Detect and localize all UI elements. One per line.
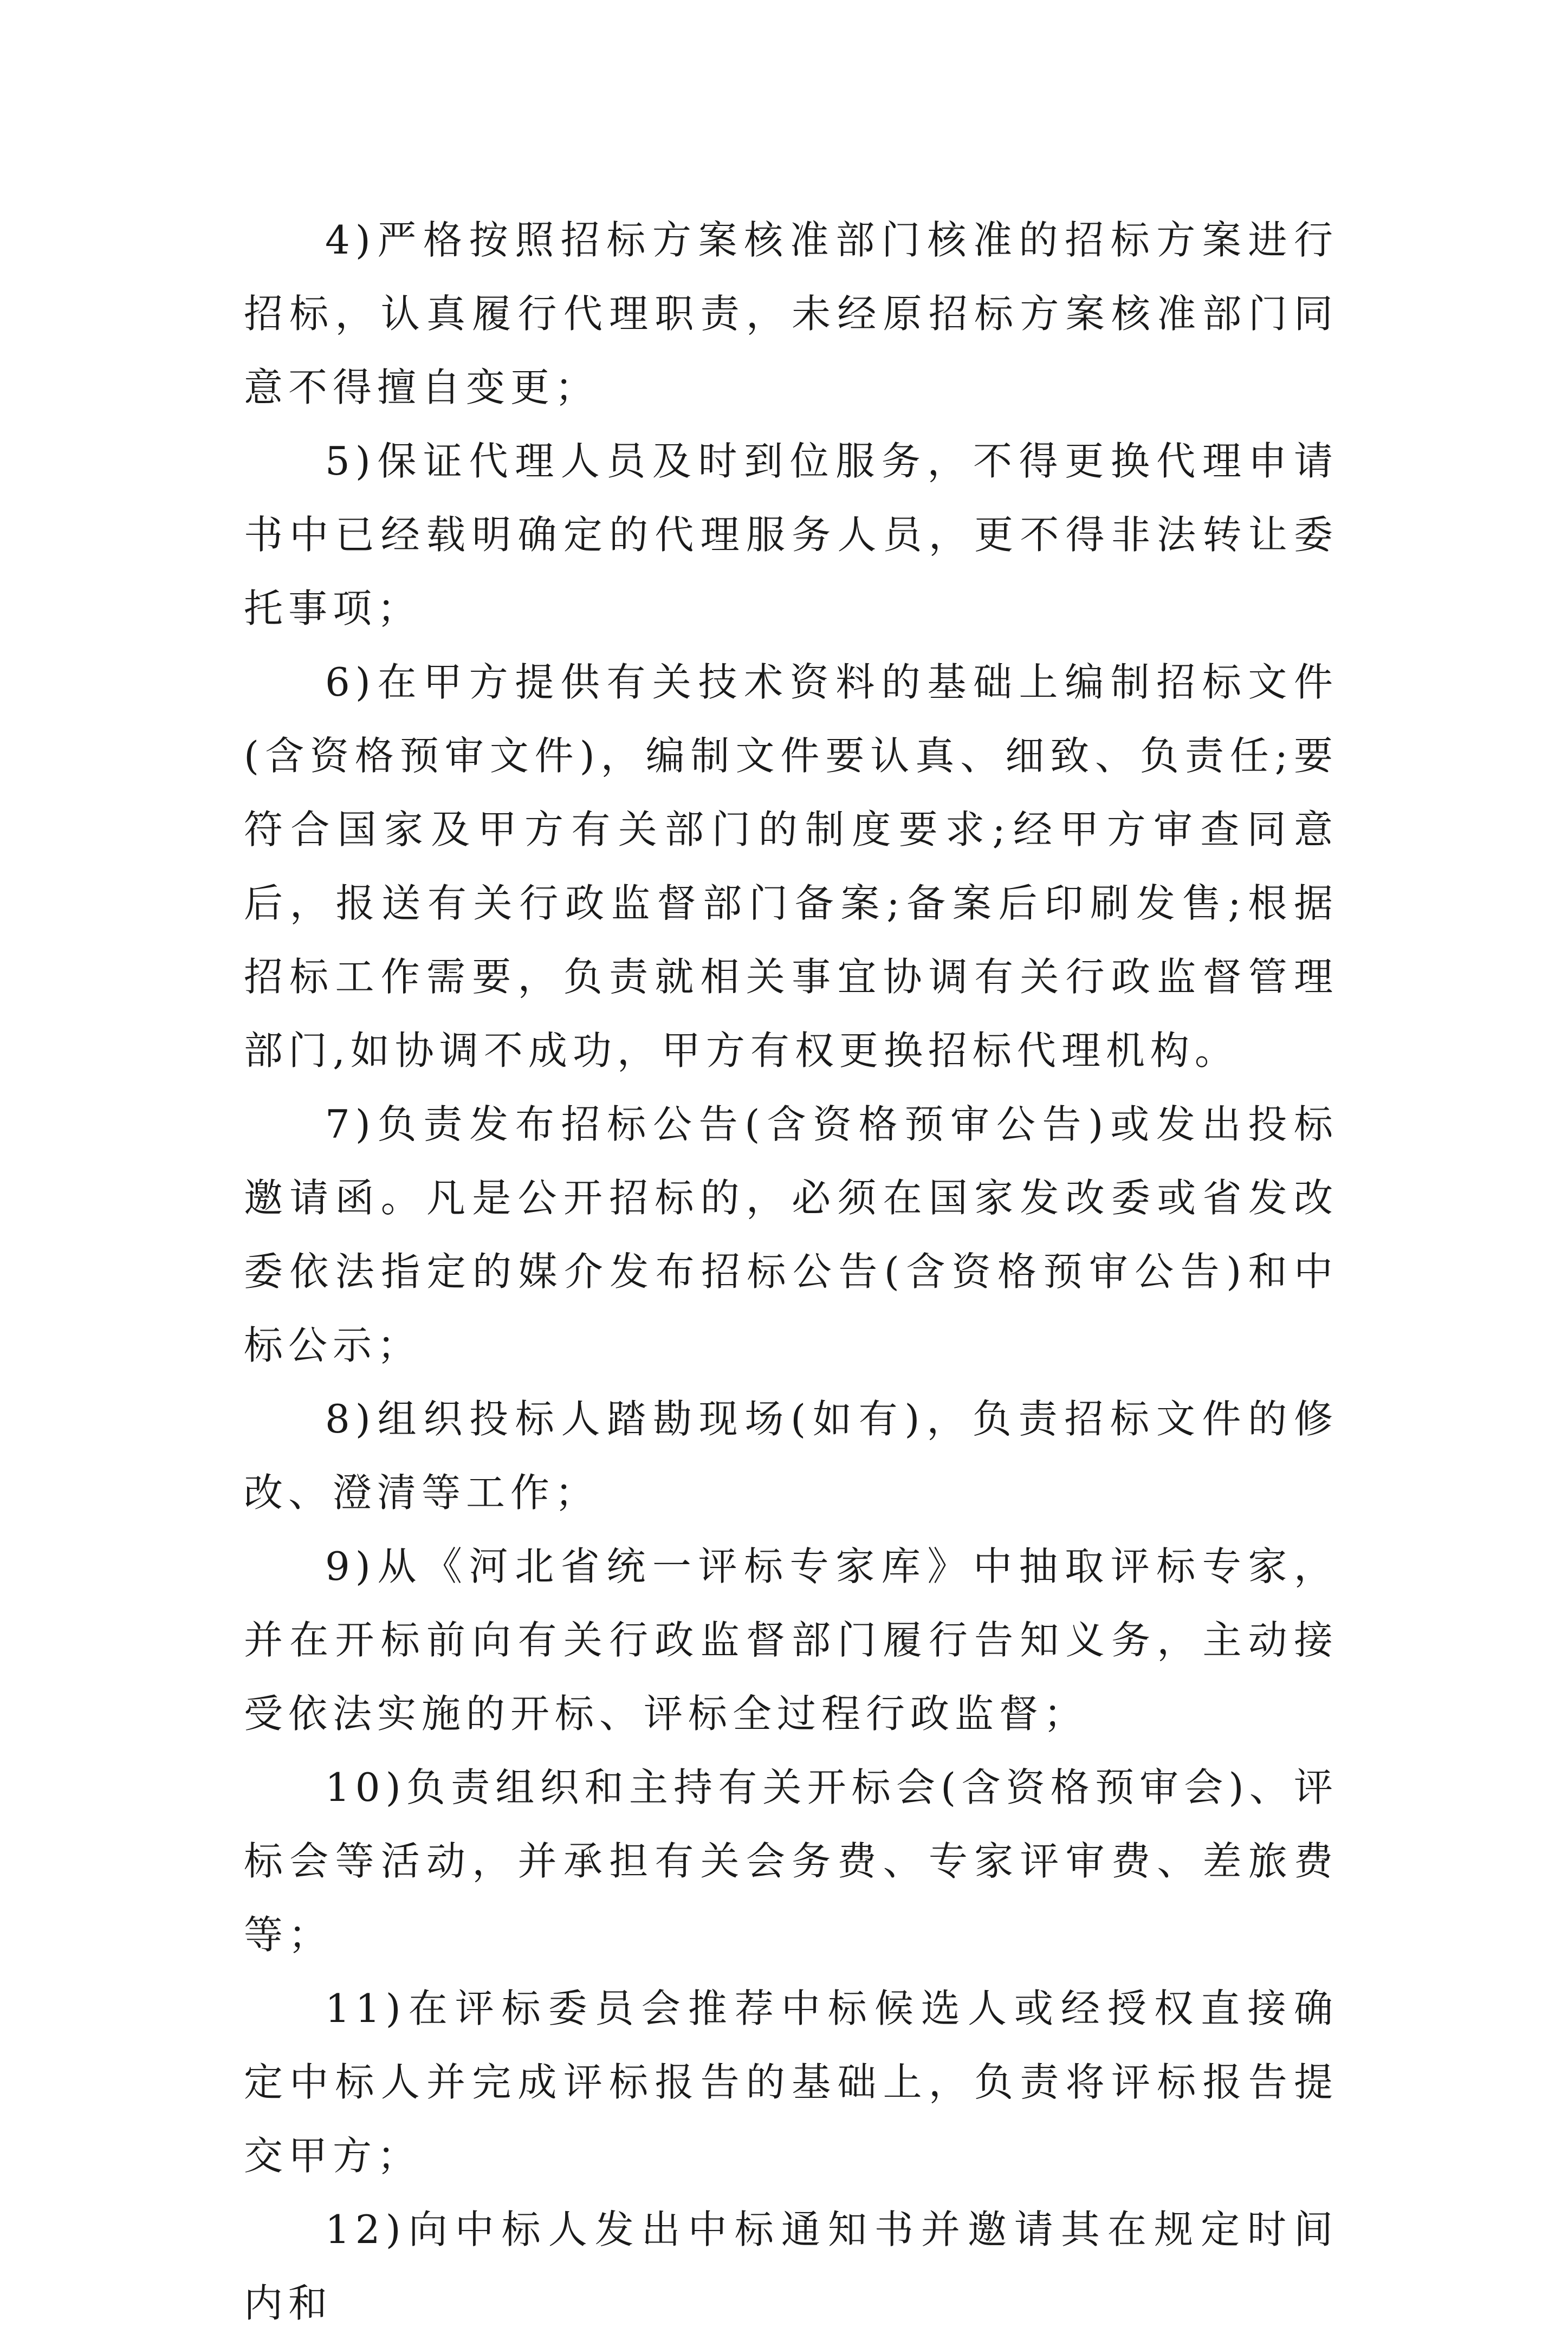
paragraph-item-10: 10)负责组织和主持有关开标会(含资格预审会)、评标会等活动，并承担有关会务费、专家评审费、差旅费等；	[244, 1765, 1338, 1957]
paragraph-item-11: 11)在评标委员会推荐中标候选人或经授权直接确定中标人并完成评标报告的基础上，负责将评标报告提交甲方；	[244, 1986, 1338, 2179]
paragraph-item-5: 5)保证代理人员及时到位服务，不得更换代理申请书中已经载明确定的代理服务人员，更不得非法转让委托事项；	[244, 438, 1338, 631]
paragraph-item-12: 12)向中标人发出中标通知书并邀请其在规定时间内和	[244, 2207, 1338, 2326]
paragraph-item-4: 4)严格按照招标方案核准部门核准的招标方案进行招标，认真履行代理职责，未经原招标方案核准部门同意不得擅自变更；	[244, 217, 1338, 410]
paragraph-item-9: 9)从《河北省统一评标专家库》中抽取评标专家，并在开标前向有关行政监督部门履行告知义务，主动接受依法实施的开标、评标全过程行政监督；	[244, 1544, 1338, 1736]
paragraph-item-8: 8)组织投标人踏勘现场(如有)，负责招标文件的修改、澄清等工作；	[244, 1396, 1338, 1515]
document-body	[244, 203, 1338, 2340]
paragraph-item-7: 7)负责发布招标公告(含资格预审公告)或发出投标邀请函。凡是公开招标的，必须在国家发改委或省发改委依法指定的媒介发布招标公告(含资格预审公告)和中标公示；	[244, 1101, 1338, 1368]
paragraph-item-6: 6)在甲方提供有关技术资料的基础上编制招标文件(含资格预审文件)，编制文件要认真、细致、负责任;要符合国家及甲方有关部门的制度要求;经甲方审查同意后，报送有关行政监督部门备案;备案后印刷发售;根据招标工作需要，负责就相关事宜协调有关行政监督管理部门,如协调不成功，甲方有权更换招标代理机构。	[244, 659, 1338, 1073]
